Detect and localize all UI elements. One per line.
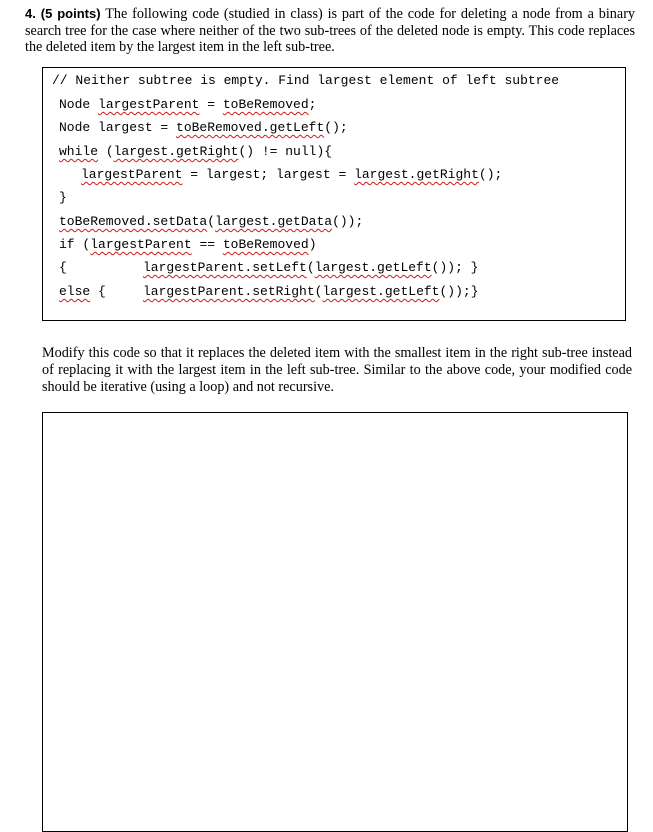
code-line-else-keyword: else {: [59, 284, 106, 299]
code-line-close-brace: }: [59, 190, 67, 205]
code-box: [42, 67, 626, 321]
code-line-setdata: toBeRemoved.setData(largest.getData());: [59, 214, 364, 229]
code-line-if: if (largestParent == toBeRemoved): [59, 237, 317, 252]
question-text: [25, 6, 635, 56]
code-line-else: largestParent.setRight(largest.getLeft());}: [143, 284, 479, 299]
code-line-loop-body: largestParent = largest; largest = largest.getRight();: [81, 167, 503, 182]
instruction-text: Modify this code so that it replaces the deleted item with the smallest item in the right sub-tree instead of replacing it with the largest item in the left sub-tree. Similar to the above code, your modified code should be iterative (using a loop) and not recursive.: [42, 345, 632, 395]
question-number: 4.: [25, 6, 36, 21]
code-line-then-brace: {: [59, 260, 67, 275]
code-line-largest-decl: Node largest = toBeRemoved.getLeft();: [59, 120, 348, 135]
code-line-largestparent-decl: Node largestParent = toBeRemoved;: [59, 97, 317, 112]
code-line-then: largestParent.setLeft(largest.getLeft()); }: [143, 260, 479, 275]
code-line-while: while (largest.getRight() != null){: [59, 144, 333, 159]
question-points: (5 points): [40, 6, 101, 21]
question-body: The following code (studied in class) is part of the code for deleting a node from a binary search tree for the case where neither of the two sub-trees of the deleted node is empty. This code replaces the deleted item by the largest item in the left sub-tree.: [25, 6, 636, 55]
code-line-comment: // Neither subtree is empty. Find largest element of left subtree: [52, 73, 560, 88]
answer-box[interactable]: [42, 412, 628, 832]
